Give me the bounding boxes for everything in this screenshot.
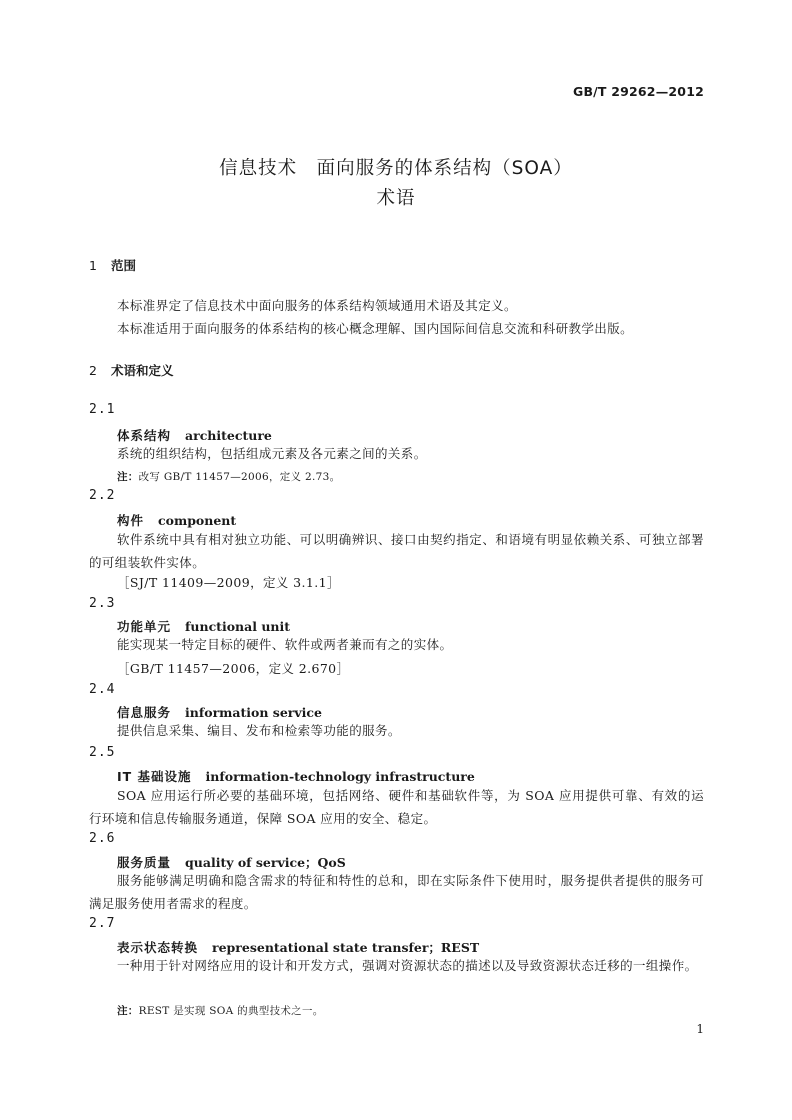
term-note xyxy=(117,1003,324,1018)
term-chinese: 表示状态转换 xyxy=(117,940,199,955)
term-english: representational state transfer；REST xyxy=(212,940,480,955)
term-definition: 能实现某一特定目标的硬件、软件或两者兼而有之的实体。 xyxy=(117,637,453,652)
page-number: 1 xyxy=(696,1022,704,1036)
term-chinese: 信息服务 xyxy=(117,705,172,720)
section-number: 2 xyxy=(89,363,97,378)
entry-number: 2.1 xyxy=(89,402,116,417)
term-heading xyxy=(117,511,236,529)
term-heading xyxy=(117,767,475,785)
note-text: REST 是实现 SOA 的典型技术之一。 xyxy=(138,1005,324,1017)
section-heading-terms xyxy=(89,361,174,379)
scope-paragraph: 本标准界定了信息技术中面向服务的体系结构领域通用术语及其定义。 xyxy=(117,298,517,313)
term-english: component xyxy=(158,513,237,528)
term-chinese: 功能单元 xyxy=(117,619,172,634)
section-title: 范围 xyxy=(111,258,137,273)
document-title: 信息技术 面向服务的体系结构（SOA） xyxy=(219,158,573,179)
term-source: ［SJ/T 11409—2009，定义 3.1.1］ xyxy=(117,575,340,590)
standard-code: GB/T 29262—2012 xyxy=(572,84,704,99)
term-definition: 提供信息采集、编目、发布和检索等功能的服务。 xyxy=(117,723,401,738)
entry-number: 2.3 xyxy=(89,596,116,611)
term-definition: SOA 应用运行所必要的基础环境，包括网络、硬件和基础软件等，为 SOA 应用提供可靠、有效的运行环境和信息传输服务通道，保障 SOA 应用的安全、稳定。 xyxy=(89,788,704,826)
entry-number: 2.6 xyxy=(89,831,116,846)
section-heading-scope xyxy=(89,256,136,274)
entry-number: 2.4 xyxy=(89,682,116,697)
term-english: functional unit xyxy=(185,619,291,634)
document-title-line2: 术语 xyxy=(376,188,416,209)
term-chinese: 体系结构 xyxy=(117,428,172,443)
term-definition: 服务能够满足明确和隐含需求的特征和特性的总和，即在实际条件下使用时，服务提供者提供的服务可满足服务使用者需求的程度。 xyxy=(89,873,704,911)
term-source: ［GB/T 11457—2006，定义 2.670］ xyxy=(117,661,350,676)
entry-number: 2.2 xyxy=(89,488,116,503)
note-label: 注： xyxy=(117,471,139,483)
term-definition: 软件系统中具有相对独立功能、可以明确辨识、接口由契约指定、和语境有明显依赖关系、可独立部署的可组装软件实体。 xyxy=(89,532,704,570)
term-english: information-technology infrastructure xyxy=(205,769,475,784)
term-definition: 系统的组织结构，包括组成元素及各元素之间的关系。 xyxy=(117,446,427,461)
note-label: 注： xyxy=(117,1005,139,1017)
term-english: information service xyxy=(185,705,322,720)
scope-paragraph: 本标准适用于面向服务的体系结构的核心概念理解、国内国际间信息交流和科研教学出版。 xyxy=(117,321,634,336)
term-english: architecture xyxy=(185,428,272,443)
term-english: quality of service；QoS xyxy=(185,855,346,870)
term-chinese: IT 基础设施 xyxy=(117,769,192,784)
term-chinese: 服务质量 xyxy=(117,855,172,870)
term-note xyxy=(117,469,340,484)
entry-number: 2.7 xyxy=(89,916,116,931)
section-title: 术语和定义 xyxy=(111,363,174,378)
section-number: 1 xyxy=(89,258,97,273)
entry-number: 2.5 xyxy=(89,745,116,760)
term-chinese: 构件 xyxy=(117,513,145,528)
note-text: 改写 GB/T 11457—2006，定义 2.73。 xyxy=(138,471,341,483)
term-definition: 一种用于针对网络应用的设计和开发方式，强调对资源状态的描述以及导致资源状态迁移的一组操作。 xyxy=(117,958,698,973)
